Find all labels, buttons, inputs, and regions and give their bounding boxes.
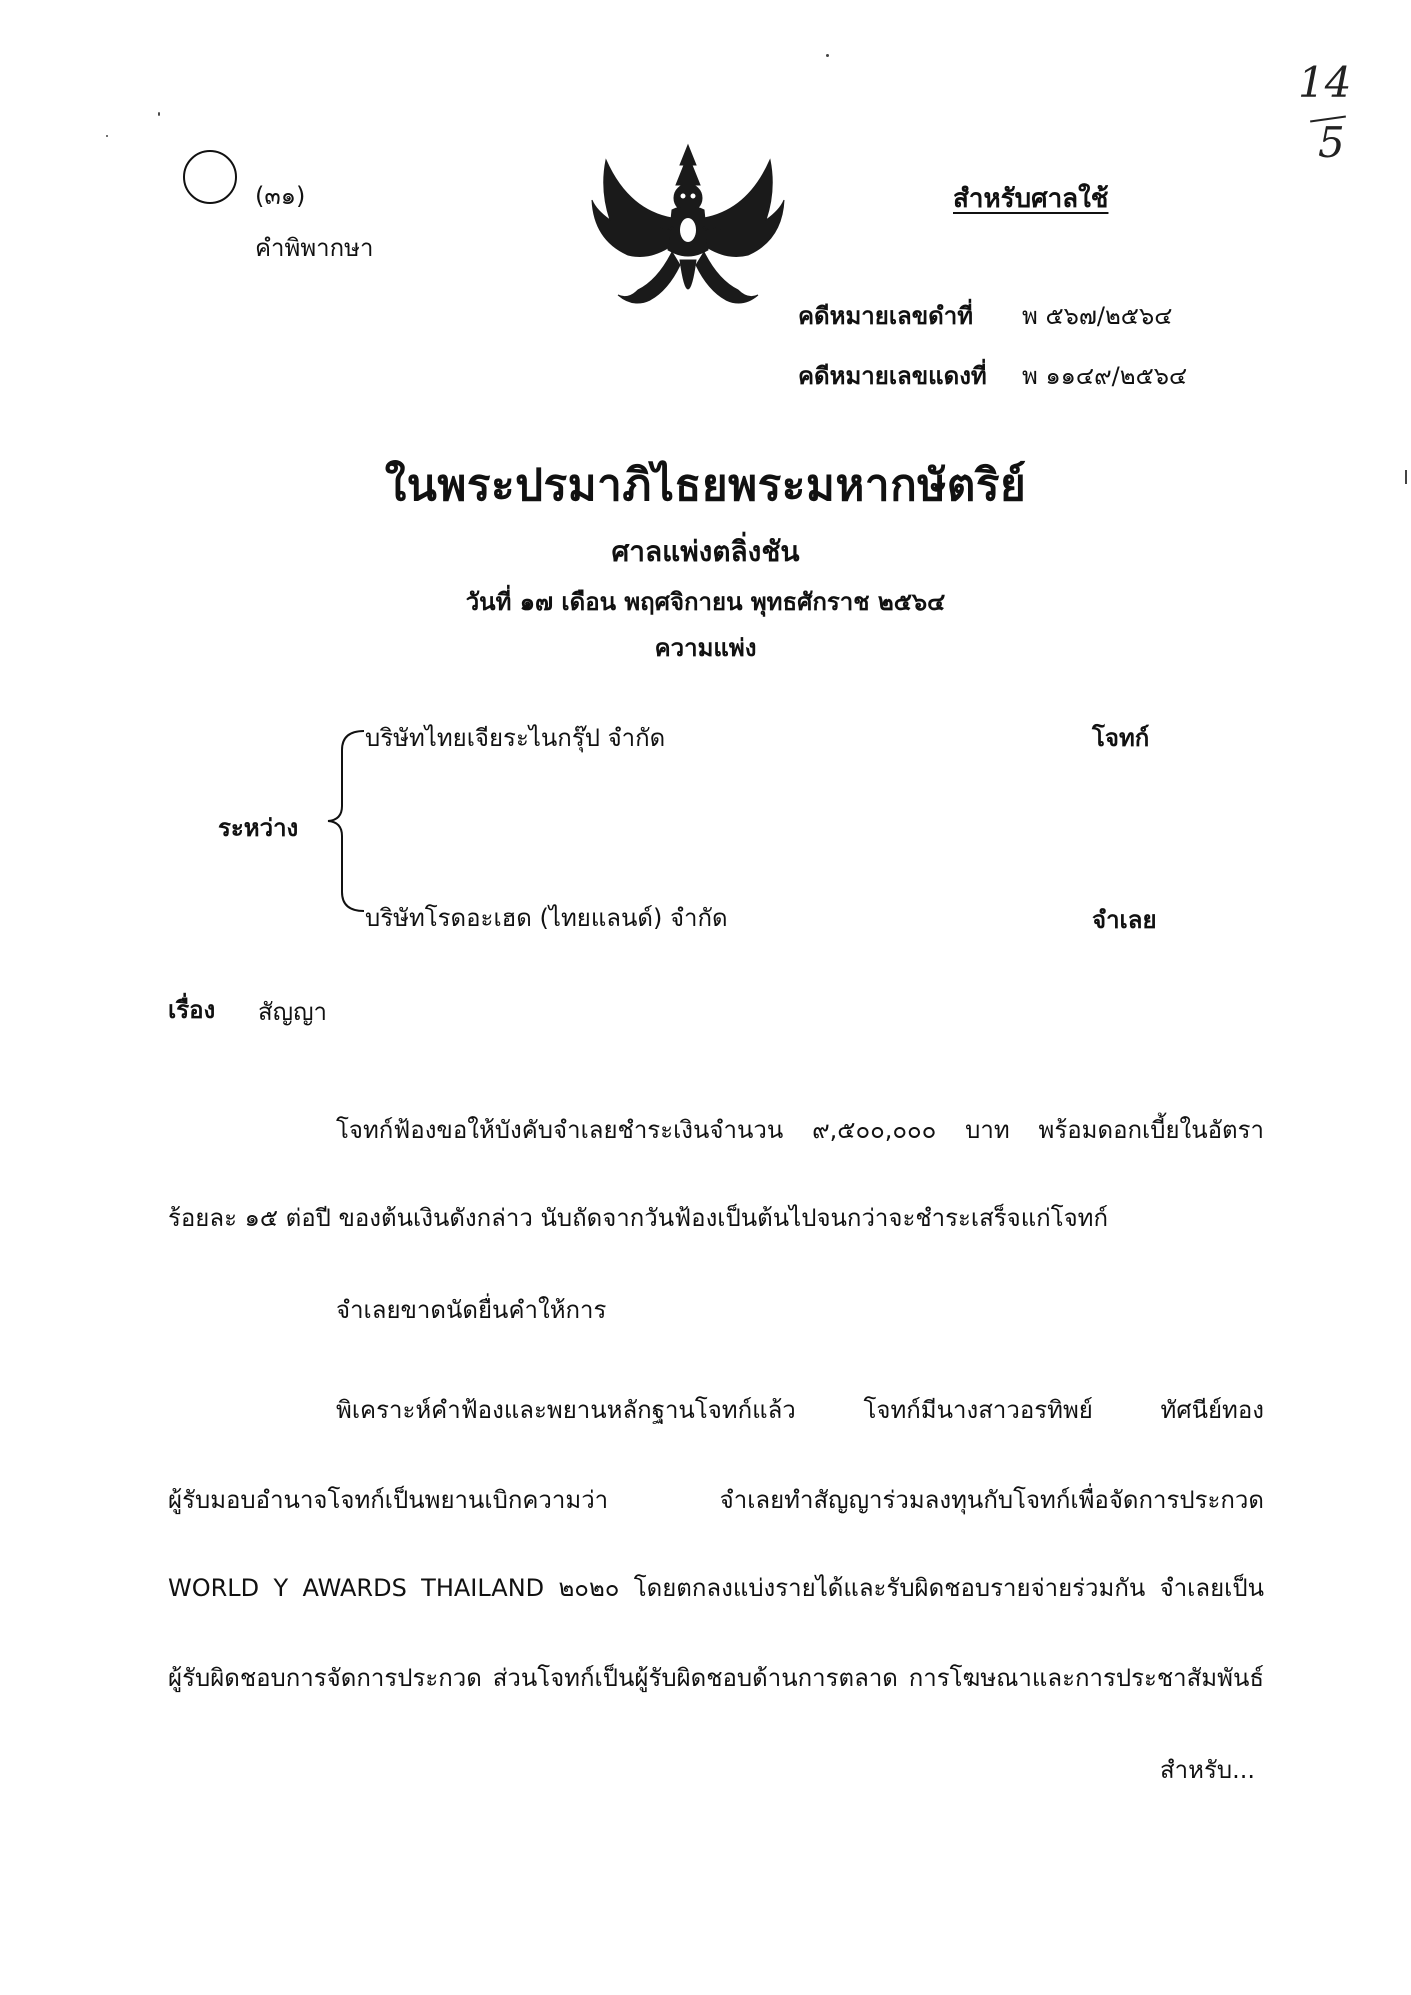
subject-label: เรื่อง — [168, 996, 216, 1024]
plaintiff-name: บริษัทไทยเจียระไนกรุ๊ป จำกัด — [365, 724, 666, 752]
handwritten-page-mark-top: 14 — [1298, 58, 1352, 107]
garuda-right-wing — [704, 160, 784, 256]
scan-speck — [158, 112, 160, 116]
defendant-role: จำเลย — [1092, 906, 1157, 934]
form-number: (๓๑) — [255, 182, 306, 210]
plaintiff-role: โจทก์ — [1092, 724, 1150, 752]
court-name: ศาลแพ่งตลิ่งชัน — [611, 535, 800, 568]
scan-speck — [106, 135, 108, 137]
red-case-number: พ ๑๑๔๙/๒๕๖๔ — [1022, 362, 1188, 390]
subject-value: สัญญา — [258, 998, 328, 1026]
body-line-6: WORLD Y AWARDS THAILAND ๒๐๒๐ โดยตกลงแบ่งรายได้และรับผิดชอบรายจ่ายร่วมกัน จำเลยเป็น — [168, 1574, 1264, 1602]
continuation-text: สำหรับ... — [1160, 1756, 1255, 1784]
scan-speck — [1405, 470, 1407, 484]
body-line-7: ผู้รับผิดชอบการจัดการประกวด ส่วนโจทก์เป็นผู้รับผิดชอบด้านการตลาด การโฆษณาและการประชาสัมพันธ์ — [168, 1664, 1264, 1692]
red-case-label: คดีหมายเลขแดงที่ — [798, 362, 987, 390]
party-brace — [326, 728, 366, 914]
defendant-name: บริษัทโรดอะเฮด (ไทยแลนด์) จำกัด — [365, 904, 728, 932]
garuda-left-wing — [592, 160, 672, 256]
body-line-4: พิเคราะห์คำฟ้องและพยานหลักฐานโจทก์แล้ว โจทก์มีนางสาวอรทิพย์ ทัศนีย์ทอง — [336, 1396, 1264, 1424]
court-use-label: สำหรับศาลใช้ — [953, 184, 1109, 214]
royal-title: ในพระปรมาภิไธยพระมหากษัตริย์ — [384, 460, 1027, 511]
judgment-date: วันที่ ๑๗ เดือน พฤศจิกายน พุทธศักราช ๒๕๖๔ — [465, 588, 946, 616]
garuda-emblem — [588, 140, 788, 325]
handwritten-page-mark-bottom: 5 — [1318, 118, 1345, 167]
black-case-label: คดีหมายเลขดำที่ — [798, 302, 974, 330]
body-line-5: ผู้รับมอบอำนาจโจทก์เป็นพยานเบิกความว่า จำเลยทำสัญญาร่วมลงทุนกับโจทก์เพื่อจัดการประกวด — [168, 1486, 1264, 1514]
body-line-2: ร้อยละ ๑๕ ต่อปี ของต้นเงินดังกล่าว นับถัดจากวันฟ้องเป็นต้นไปจนกว่าจะชำระเสร็จแก่โจทก์ — [168, 1204, 1109, 1232]
black-case-number: พ ๕๖๗/๒๕๖๔ — [1022, 302, 1173, 330]
garuda-crown — [676, 145, 700, 185]
scan-speck — [826, 54, 829, 57]
between-label: ระหว่าง — [218, 814, 299, 842]
document-type: คำพิพากษา — [255, 234, 374, 262]
body-line-3: จำเลยขาดนัดยื่นคำให้การ — [336, 1296, 607, 1324]
garuda-tail — [680, 260, 696, 289]
body-line-1: โจทก์ฟ้องขอให้บังคับจำเลยชำระเงินจำนวน ๙,๕๐๐,๐๐๐ บาท พร้อมดอกเบี้ยในอัตรา — [336, 1116, 1264, 1144]
form-circle-mark — [183, 150, 237, 204]
case-kind: ความแพ่ง — [654, 634, 757, 662]
